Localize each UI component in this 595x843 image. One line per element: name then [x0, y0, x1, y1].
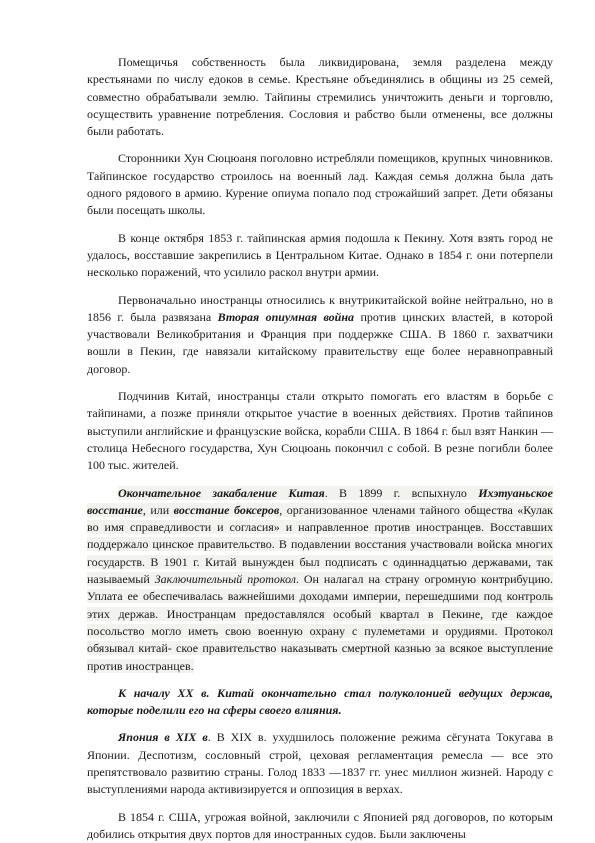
emphasis-text: Заключительный протокол [154, 572, 296, 587]
emphasis-text: К началу XX в. Китай окончательно стал полуколонией ведущих держав, которые поделили его на сферы своего влияния. [87, 685, 553, 718]
emphasis-text: Япония в XIX в [118, 730, 208, 745]
paragraph-3 [87, 230, 553, 282]
emphasis-text: Ихэтуаньское восстание [87, 485, 553, 517]
body-text: Помещичья собственность была ликвидирована, земля разделена между крестьянами по числу едоков в семье. Крестьяне объединялись в общины из 25 семей, совместно обрабатывали землю. Тайпины стремились уничтожить деньги и торговлю, осуществить уравнение потребления. Сословия и рабство были отменены, все должны были работать. [87, 55, 553, 139]
body-text: , организованное членами тайного общества «Кулак во имя справедливости и согласия» и направленное против иностранцев. Восставших поддержало цинское правительство. В подавлении восстания участвовали войска многих государств. В 1901 г. Китай вынужден был подписать с одиннадцатью державами, так называемый [87, 502, 553, 587]
document-page [87, 54, 553, 843]
body-text: . В 1899 г. вспыхнуло [324, 485, 479, 500]
body-text: Сторонники Хун Сюцюаня поголовно истребляли помещиков, крупных чиновников. Тайпинское государство строилось на военный лад. Каждая семья должна была дать одного рядового в армию. Курение опиума попало под строжайший запрет. Дети обязаны были посещать школы. [87, 151, 553, 218]
paragraph-4 [87, 292, 553, 378]
body-text: , или [142, 502, 174, 517]
body-text: против цинских властей, в которой участвовали Великобритания и Франция при поддержке США. В 1860 г. захватчики вошли в Пекин, где навязали китайскому правительству еще более неравноправный договор. [87, 309, 553, 376]
paragraph-6 [87, 485, 553, 675]
paragraph-7 [87, 685, 553, 720]
paragraph-8 [87, 729, 553, 798]
emphasis-text: восстание боксеров [173, 502, 280, 517]
body-text: В 1854 г. США, угрожая войной, заключили с Японией ряд договоров, по которым добились открытия двух портов для иностранных судов. Были заключены [87, 809, 553, 841]
body-text: . Он налагал на страну огромную контрибуцию. Уплата ее обеспечивалась важнейшими доходами империи, перешедшими под контроль этих держав. Иностранцам предоставлялся особый квартал в Пекине, где каждое посольство могло иметь свою военную охрану с пулеметами и орудиями. Протокол обязывал китай- ское правительство наказывать смертной казнью за всякое выступление против иностранцев. [87, 572, 553, 673]
paragraph-2 [87, 150, 553, 219]
paragraph-5 [87, 388, 553, 474]
paragraph-1 [87, 54, 553, 140]
body-text: В конце октября 1853 г. тайпинская армия подошла к Пекину. Хотя взять город не удалось, восставшие закрепились в Центральном Китае. Однако в 1854 г. они потерпели несколько поражений, что усилило раскол внутри армии. [87, 230, 553, 280]
emphasis-text: Окончательное закабаление Китая [118, 485, 325, 500]
body-text: Подчинив Китай, иностранцы стали открыто помогать его властям в борьбе с тайпинами, а позже приняли открытое участие в военных действиях. Против тайпинов выступили английские и французские войска, корабли США. В 1864 г. был взят Нанкин — столица Небесного государства, Хун Сюцюань покончил с собой. В резне погибли более 100 тыс. жителей. [87, 389, 553, 473]
body-text: Первоначально иностранцы относились к внутрикитайской войне нейтрально, но в 1856 г. была развязана [87, 292, 553, 324]
emphasis-text: Вторая опиумная война [217, 309, 355, 324]
paragraph-9 [87, 809, 553, 843]
body-text: . В XIX в. ухудшилось положение режима сёгуната Токугава в Японии. Деспотизм, сословный строй, цеховая регламентация ремесла — все это препятствовало развитию страны. Голод 1833 —1837 гг. унес миллион жизней. Народу с выступлениями народа активизируется и оппозиция в верхах. [87, 730, 553, 797]
